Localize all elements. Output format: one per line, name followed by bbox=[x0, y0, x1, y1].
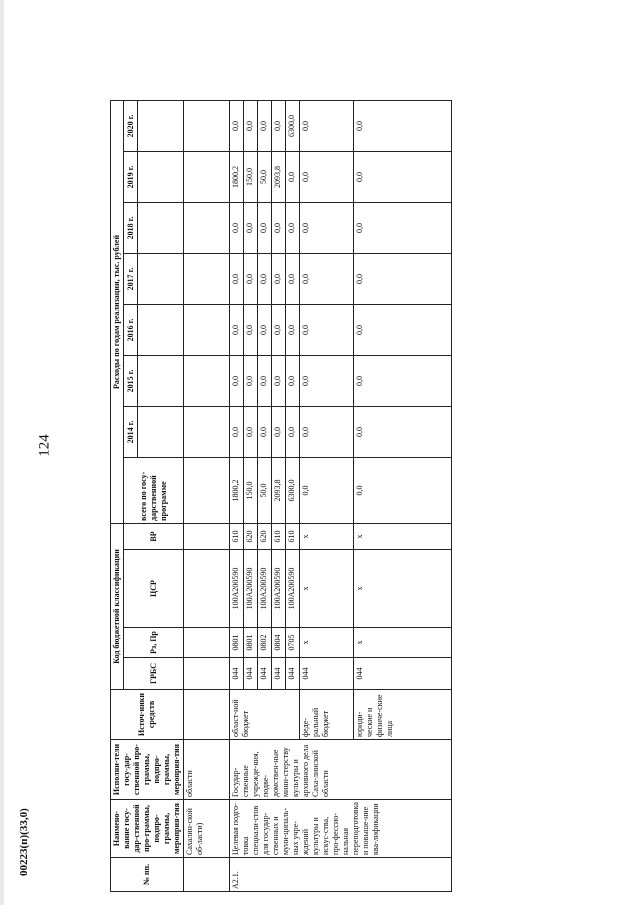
item-number: А2.1. bbox=[230, 858, 452, 892]
cell-2014: 0,0 bbox=[244, 406, 258, 457]
page-number: 124 bbox=[36, 434, 53, 457]
cell-2016: 0,0 bbox=[244, 304, 258, 355]
scan-edge bbox=[0, 0, 4, 905]
cell-2020: 0,0 bbox=[230, 100, 244, 151]
cell-total: 50,0 bbox=[258, 457, 272, 523]
cell-2020: 0,0 bbox=[354, 100, 452, 151]
cell-grbs: 044 bbox=[286, 658, 300, 690]
header-year: 2020 г. bbox=[124, 100, 138, 151]
cell-2015: 0,0 bbox=[258, 355, 272, 406]
cell-2015: 0,0 bbox=[300, 355, 354, 406]
continuation-row bbox=[184, 100, 230, 891]
cell-vr: 610 bbox=[286, 523, 300, 549]
cell-csr: 100А200590 bbox=[244, 550, 258, 628]
cell-total: 2093,8 bbox=[272, 457, 286, 523]
cell-2016: 0,0 bbox=[230, 304, 244, 355]
item-name: Целевая подго-товка специали-стов для государ-ственных и муни-ципаль-ных учре-ждений культуры и искус-ства, про-фессио-нальная переподготовка и повыше-ние ква-лификации bbox=[230, 800, 452, 858]
cell-2019: 50,0 bbox=[258, 151, 272, 202]
cell-2018: 0,0 bbox=[286, 202, 300, 253]
cell-rzpr: x bbox=[300, 628, 354, 658]
source-regional: област-ной бюджет bbox=[230, 690, 300, 740]
cell-2014: 0,0 bbox=[258, 406, 272, 457]
cell-csr: x bbox=[300, 550, 354, 628]
document-code: 00223(п)(33,0) bbox=[18, 808, 30, 876]
cell-grbs: 044 bbox=[258, 658, 272, 690]
cell-2018: 0,0 bbox=[258, 202, 272, 253]
header-total: всего по госу-дарственной программе bbox=[124, 457, 184, 523]
cell-2017: 0,0 bbox=[244, 253, 258, 304]
header-year: 2019 г. bbox=[124, 151, 138, 202]
cell-2017: 0,0 bbox=[300, 253, 354, 304]
header-num: № пп. bbox=[111, 858, 184, 892]
cell-2017: 0,0 bbox=[258, 253, 272, 304]
cell-csr: x bbox=[354, 550, 452, 628]
cell-2015: 0,0 bbox=[272, 355, 286, 406]
cell-2017: 0,0 bbox=[354, 253, 452, 304]
cell-vr: x bbox=[300, 523, 354, 549]
cell-grbs: 044 bbox=[300, 658, 354, 690]
cell-2016: 0,0 bbox=[354, 304, 452, 355]
cell-2019: 0,0 bbox=[354, 151, 452, 202]
cell-2014: 0,0 bbox=[272, 406, 286, 457]
cell-csr: 100А200590 bbox=[230, 550, 244, 628]
item-executor: Государ-ственные учрежде-ния, подве-домствен-ные мини-стерству культуры и архивного дела Саха-линской области bbox=[230, 740, 452, 800]
header-executor: Исполни-тели госу-дар-ственной про-граммы, подпро-граммы, мероприя-тия bbox=[111, 740, 184, 800]
cell-2016: 0,0 bbox=[300, 304, 354, 355]
cell-vr: 620 bbox=[244, 523, 258, 549]
header-budget-code: Код бюджетной классификации bbox=[111, 523, 124, 689]
cell-vr: 620 bbox=[258, 523, 272, 549]
budget-table bbox=[110, 100, 452, 892]
header-year: 2017 г. bbox=[124, 253, 138, 304]
header-vr: ВР bbox=[124, 523, 184, 549]
cell-rzpr: 0801 bbox=[230, 628, 244, 658]
cell-2015: 0,0 bbox=[286, 355, 300, 406]
cell-total: 150,0 bbox=[244, 457, 258, 523]
cell-rzpr: 0804 bbox=[272, 628, 286, 658]
cell-csr: 100А200590 bbox=[258, 550, 272, 628]
cell-2016: 0,0 bbox=[258, 304, 272, 355]
cell-total: 0,0 bbox=[354, 457, 452, 523]
cell-2015: 0,0 bbox=[244, 355, 258, 406]
cell-2014: 0,0 bbox=[286, 406, 300, 457]
cell-grbs: 044 bbox=[230, 658, 244, 690]
cell-2018: 0,0 bbox=[230, 202, 244, 253]
header-name: Наимено-вание госу-дар-ственной про-граммы, подпро-граммы, мероприя-тия bbox=[111, 800, 184, 858]
cell-total: 0,0 bbox=[300, 457, 354, 523]
cell-csr: 100А200590 bbox=[286, 550, 300, 628]
cell-2014: 0,0 bbox=[300, 406, 354, 457]
cell-2020: 0,0 bbox=[258, 100, 272, 151]
cell-2019: 2093,8 bbox=[272, 151, 286, 202]
cell-2020: 0,0 bbox=[272, 100, 286, 151]
cell-2019: 0,0 bbox=[300, 151, 354, 202]
header-year: 2018 г. bbox=[124, 202, 138, 253]
cell-rzpr: 0705 bbox=[286, 628, 300, 658]
rotated-table-container bbox=[110, 100, 606, 892]
cell-grbs: 044 bbox=[354, 658, 452, 690]
cell-2015: 0,0 bbox=[354, 355, 452, 406]
continuation-executor: области bbox=[184, 740, 230, 800]
cell-rzpr: x bbox=[354, 628, 452, 658]
header-csr: ЦСР bbox=[124, 550, 184, 628]
header-rzpr: Рз, Пр bbox=[124, 628, 184, 658]
cell-rzpr: 0802 bbox=[258, 628, 272, 658]
cell-vr: x bbox=[354, 523, 452, 549]
header-source: Источ-ники средств bbox=[111, 690, 184, 740]
cell-2018: 0,0 bbox=[244, 202, 258, 253]
cell-grbs: 044 bbox=[244, 658, 258, 690]
cell-2019: 0,0 bbox=[286, 151, 300, 202]
cell-2019: 150,0 bbox=[244, 151, 258, 202]
header-year: 2014 г. bbox=[124, 406, 138, 457]
cell-total: 1800,2 bbox=[230, 457, 244, 523]
cell-2018: 0,0 bbox=[300, 202, 354, 253]
header-year: 2016 г. bbox=[124, 304, 138, 355]
header-expenses: Расходы по годам реализации, тыс. рублей bbox=[111, 100, 124, 523]
cell-2014: 0,0 bbox=[354, 406, 452, 457]
cell-csr: 100А200590 bbox=[272, 550, 286, 628]
source-legal: юриди-ческие и физиче-ские лица bbox=[354, 690, 452, 740]
cell-2018: 0,0 bbox=[354, 202, 452, 253]
cell-2017: 0,0 bbox=[272, 253, 286, 304]
cell-grbs: 044 bbox=[272, 658, 286, 690]
cell-vr: 610 bbox=[230, 523, 244, 549]
cell-rzpr: 0801 bbox=[244, 628, 258, 658]
source-federal: феде-ральный бюджет bbox=[300, 690, 354, 740]
cell-2016: 0,0 bbox=[272, 304, 286, 355]
table-row bbox=[230, 100, 244, 891]
cell-2017: 0,0 bbox=[230, 253, 244, 304]
cell-2020: 6300,0 bbox=[286, 100, 300, 151]
cell-2020: 0,0 bbox=[300, 100, 354, 151]
cell-2020: 0,0 bbox=[244, 100, 258, 151]
cell-2018: 0,0 bbox=[272, 202, 286, 253]
cell-total: 6300,0 bbox=[286, 457, 300, 523]
cell-2015: 0,0 bbox=[230, 355, 244, 406]
cell-vr: 610 bbox=[272, 523, 286, 549]
cell-2019: 1800,2 bbox=[230, 151, 244, 202]
continuation-name: Сахалин-ской об-ласти) bbox=[184, 800, 230, 858]
header-grbs: ГРБС bbox=[124, 658, 184, 690]
cell-2016: 0,0 bbox=[286, 304, 300, 355]
cell-2014: 0,0 bbox=[230, 406, 244, 457]
header-year: 2015 г. bbox=[124, 355, 138, 406]
cell-2017: 0,0 bbox=[286, 253, 300, 304]
